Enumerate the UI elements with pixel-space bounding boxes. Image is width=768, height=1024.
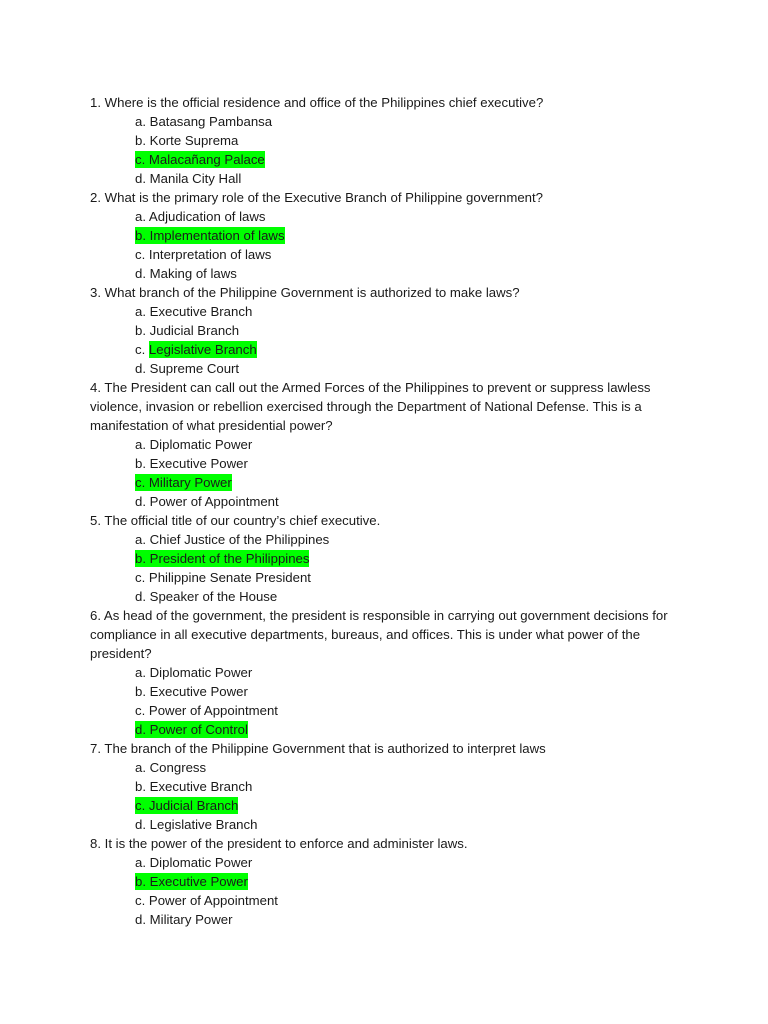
choice-a [135, 758, 690, 777]
choice-b-correct [135, 872, 690, 891]
choice-d-correct [135, 720, 690, 739]
choice-label: a. Adjudication of laws [135, 209, 266, 224]
choice-label: a. Diplomatic Power [135, 437, 253, 452]
question-text: 6. As head of the government, the president is responsible in carrying out government decisions for compliance in all executive departments, bureaus, and offices. This is under what power of the president? [90, 608, 668, 661]
choice-label: d. Manila City Hall [135, 171, 242, 186]
question-3 [90, 283, 690, 378]
choice-d [135, 264, 690, 283]
choice-list [90, 663, 690, 739]
choice-list [90, 530, 690, 606]
choice-label: a. Congress [135, 760, 207, 775]
choice-d [135, 359, 690, 378]
choice-d [135, 169, 690, 188]
choice-c [135, 568, 690, 587]
highlighted-answer: Legislative Branch [148, 342, 257, 357]
choice-b-correct [135, 226, 690, 245]
choice-label: b. Executive Branch [135, 779, 253, 794]
choice-list [90, 435, 690, 511]
choice-label: a. Diplomatic Power [135, 855, 253, 870]
choice-c [135, 891, 690, 910]
question-text: 8. It is the power of the president to enforce and administer laws. [90, 836, 468, 851]
choice-list [90, 112, 690, 188]
choice-c [135, 701, 690, 720]
question-text: 4. The President can call out the Armed Forces of the Philippines to prevent or suppress lawless violence, invasion or rebellion exercised through the Department of National Defense. This is a manifestation of what presidential power? [90, 380, 651, 433]
highlighted-answer: c. Malacañang Palace [135, 152, 265, 167]
choice-c-correct [135, 796, 690, 815]
choice-b [135, 131, 690, 150]
question-1 [90, 93, 690, 188]
choice-label: d. Military Power [135, 912, 233, 927]
choice-label: a. Executive Branch [135, 304, 253, 319]
choice-a [135, 663, 690, 682]
choice-label: a. Batasang Pambansa [135, 114, 273, 129]
question-2 [90, 188, 690, 283]
question-8 [90, 834, 690, 929]
question-text: 7. The branch of the Philippine Government that is authorized to interpret laws [90, 741, 546, 756]
choice-label: c. Interpretation of laws [135, 247, 272, 262]
highlighted-answer: b. President of the Philippines [135, 551, 310, 566]
choice-a [135, 853, 690, 872]
question-7 [90, 739, 690, 834]
choice-list [90, 207, 690, 283]
choice-label: a. Chief Justice of the Philippines [135, 532, 330, 547]
choice-b [135, 321, 690, 340]
highlighted-answer: c. Judicial Branch [135, 798, 239, 813]
choice-label: c. Philippine Senate President [135, 570, 311, 585]
highlighted-answer: c. Military Power [135, 475, 232, 490]
question-5 [90, 511, 690, 606]
choice-b [135, 454, 690, 473]
choice-label: c. Power of Appointment [135, 893, 278, 908]
choice-d [135, 587, 690, 606]
choice-a [135, 530, 690, 549]
choice-list [90, 853, 690, 929]
choice-label: d. Supreme Court [135, 361, 240, 376]
highlighted-answer: d. Power of Control [135, 722, 248, 737]
choice-b [135, 682, 690, 701]
choice-label: a. Diplomatic Power [135, 665, 253, 680]
choice-d [135, 492, 690, 511]
choice-c [135, 245, 690, 264]
question-text: 2. What is the primary role of the Executive Branch of Philippine government? [90, 190, 543, 205]
question-6 [90, 606, 690, 739]
choice-c-correct [135, 473, 690, 492]
question-text: 3. What branch of the Philippine Government is authorized to make laws? [90, 285, 520, 300]
choice-label: d. Making of laws [135, 266, 237, 281]
choice-prefix: c. [135, 342, 149, 357]
question-text: 1. Where is the official residence and office of the Philippines chief executive? [90, 95, 544, 110]
choice-label: c. Power of Appointment [135, 703, 278, 718]
choice-label: d. Power of Appointment [135, 494, 279, 509]
choice-label: b. Judicial Branch [135, 323, 240, 338]
choice-b [135, 777, 690, 796]
choice-d [135, 910, 690, 929]
choice-label: b. Korte Suprema [135, 133, 239, 148]
choice-a [135, 302, 690, 321]
choice-list [90, 758, 690, 834]
choice-a [135, 435, 690, 454]
choice-list [90, 302, 690, 378]
choice-b-correct [135, 549, 690, 568]
choice-c-correct [135, 340, 690, 359]
choice-label: b. Executive Power [135, 456, 248, 471]
question-text: 5. The official title of our country’s chief executive. [90, 513, 381, 528]
choice-label: d. Legislative Branch [135, 817, 258, 832]
choice-label: b. Executive Power [135, 684, 248, 699]
highlighted-answer: b. Executive Power [135, 874, 248, 889]
choice-c-correct [135, 150, 690, 169]
choice-a [135, 112, 690, 131]
question-4 [90, 378, 690, 511]
choice-d [135, 815, 690, 834]
choice-label: d. Speaker of the House [135, 589, 278, 604]
choice-a [135, 207, 690, 226]
highlighted-answer: b. Implementation of laws [135, 228, 285, 243]
quiz-document [90, 93, 690, 929]
